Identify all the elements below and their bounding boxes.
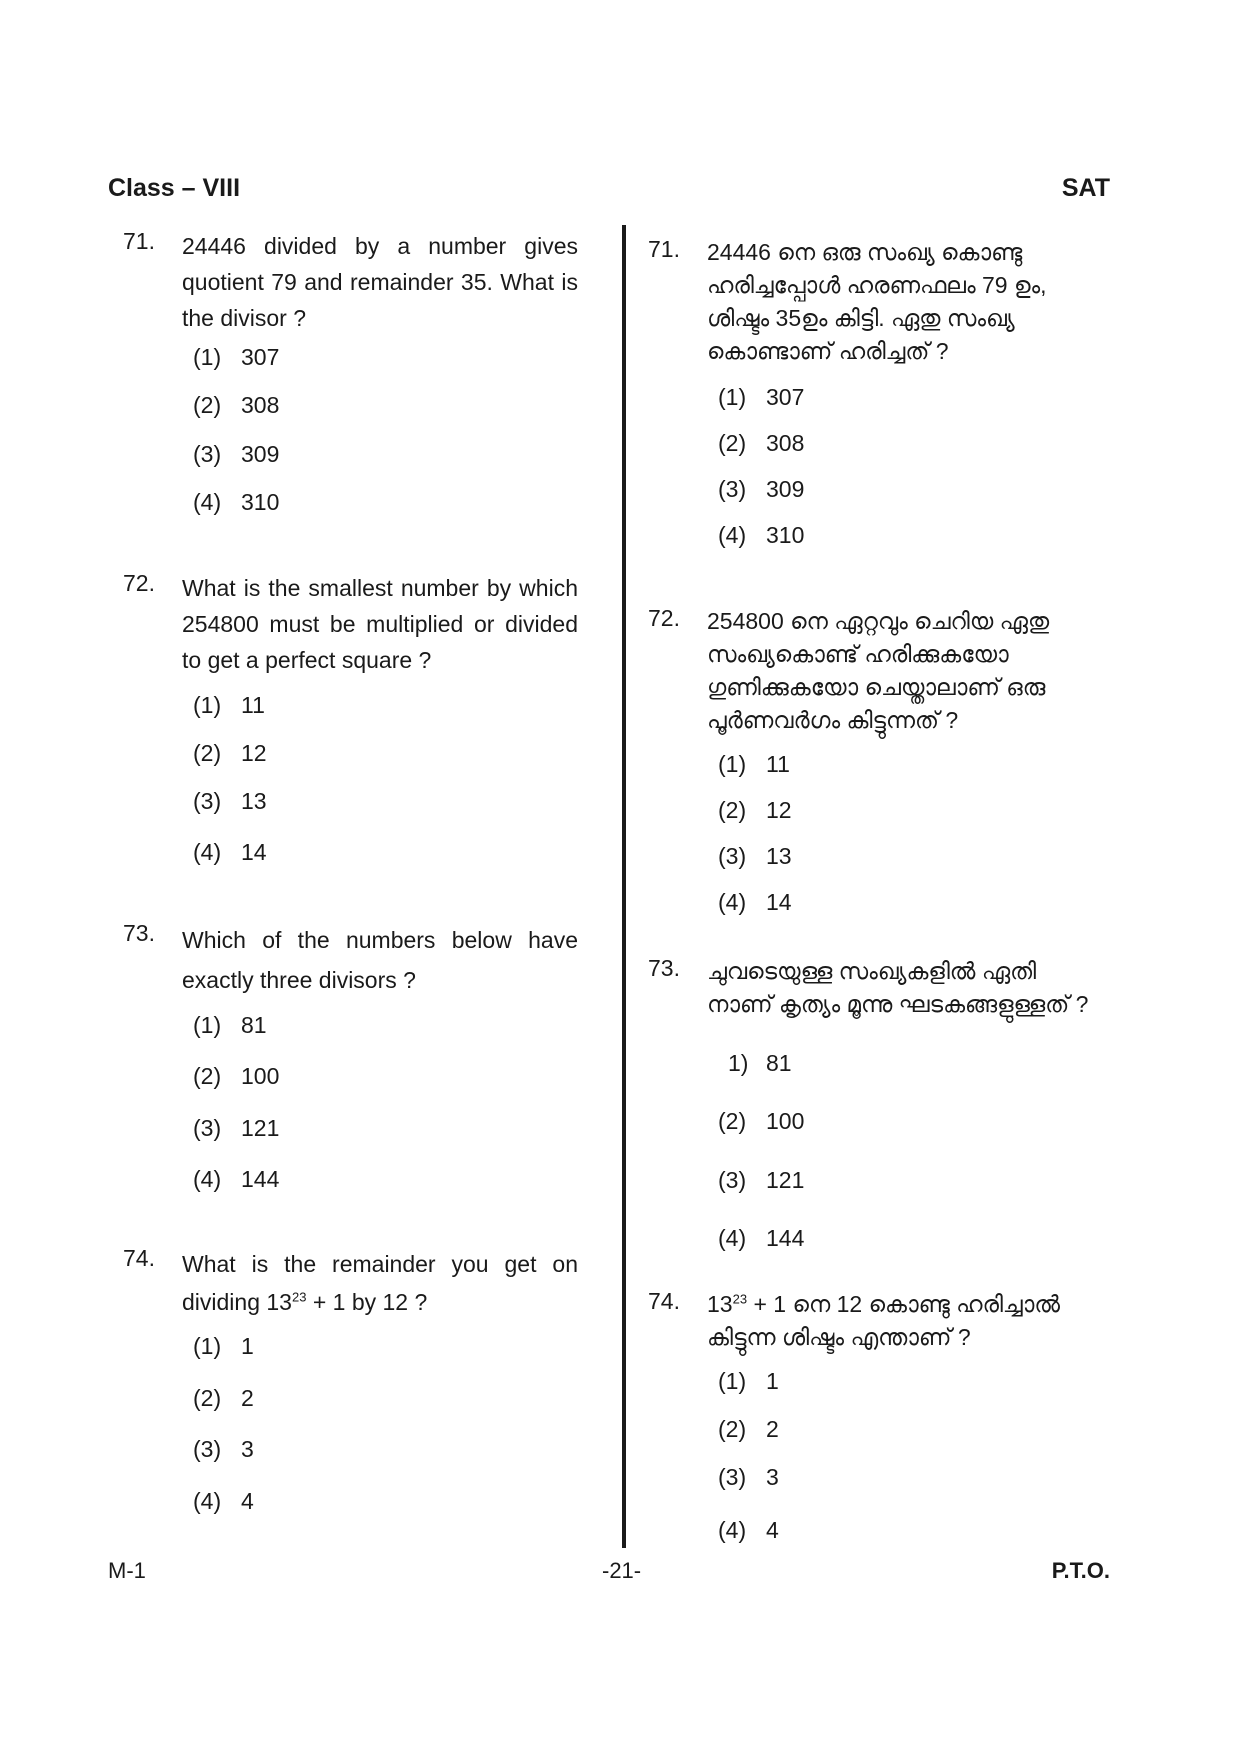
question-line bbox=[707, 1288, 1117, 1321]
option-label: (1) bbox=[193, 692, 222, 718]
option-3 bbox=[193, 1115, 279, 1142]
option-2 bbox=[718, 1108, 804, 1135]
question-text-part: What is the remainder you get on dividing 13 bbox=[182, 1251, 578, 1315]
option-label: (2) bbox=[193, 1385, 222, 1411]
exam-label: SAT bbox=[1061, 174, 1110, 202]
option-label: 1) bbox=[728, 1050, 749, 1076]
option-value: 13 bbox=[241, 788, 267, 814]
question-number: 72. bbox=[648, 605, 680, 631]
option-label: (4) bbox=[193, 1488, 222, 1514]
question-number: 71. bbox=[123, 228, 155, 254]
option-label: (2) bbox=[193, 1063, 222, 1089]
option-1 bbox=[718, 751, 790, 778]
option-value: 14 bbox=[241, 839, 267, 865]
pto-label: P.T.O. bbox=[1051, 1558, 1110, 1583]
option-value: 3 bbox=[241, 1436, 254, 1462]
option-label: (2) bbox=[718, 797, 747, 823]
question-line: പൂർണവർഗം കിട്ടുന്നത് ? bbox=[707, 707, 959, 733]
option-1 bbox=[718, 384, 804, 411]
option-label: (3) bbox=[193, 1115, 222, 1141]
question-text: 24446 divided by a number gives quotient 79 and remainder 35. What is the divisor ? bbox=[182, 233, 578, 331]
option-label: (1) bbox=[193, 1012, 222, 1038]
option-3 bbox=[193, 441, 279, 468]
option-3 bbox=[193, 1436, 254, 1463]
question-line: 254800 നെ ഏറ്റവും ചെറിയ ഏതു bbox=[707, 608, 1050, 634]
question-text bbox=[707, 236, 1117, 368]
option-label: (1) bbox=[193, 1333, 222, 1359]
option-label: (4) bbox=[718, 1225, 747, 1251]
option-label: (2) bbox=[193, 740, 222, 766]
option-2 bbox=[193, 392, 279, 419]
question-text-part: 13 bbox=[707, 1291, 733, 1317]
question-text bbox=[707, 605, 1117, 737]
option-3 bbox=[718, 1464, 779, 1491]
question-line: കൊണ്ടാണ് ഹരിച്ചത് ? bbox=[707, 338, 949, 364]
question-line: 24446 നെ ഒരു സംഖ്യ കൊണ്ടു bbox=[707, 239, 1023, 265]
option-value: 12 bbox=[241, 740, 267, 766]
option-label: (3) bbox=[193, 1436, 222, 1462]
option-value: 3 bbox=[766, 1464, 779, 1490]
option-value: 307 bbox=[241, 344, 280, 370]
option-label: (2) bbox=[718, 1416, 747, 1442]
option-label: (4) bbox=[193, 839, 222, 865]
option-value: 144 bbox=[766, 1225, 805, 1251]
option-1 bbox=[718, 1368, 779, 1395]
option-value: 1 bbox=[766, 1368, 779, 1394]
option-2 bbox=[718, 430, 804, 457]
option-value: 2 bbox=[766, 1416, 779, 1442]
option-4 bbox=[193, 489, 279, 516]
question-text bbox=[707, 1288, 1117, 1354]
question-text: Which of the numbers below have exactly three divisors ? bbox=[182, 927, 578, 993]
option-value: 121 bbox=[766, 1167, 805, 1193]
question-text-part: + 1 by 12 ? bbox=[306, 1289, 428, 1315]
paper-code: M-1 bbox=[108, 1558, 146, 1583]
option-2 bbox=[193, 740, 267, 767]
question-text bbox=[707, 955, 1117, 1021]
option-4 bbox=[193, 839, 267, 866]
option-4 bbox=[718, 889, 792, 916]
option-label: (2) bbox=[718, 1108, 747, 1134]
question-number: 71. bbox=[648, 236, 680, 262]
option-value: 1 bbox=[241, 1333, 254, 1359]
option-label: (1) bbox=[718, 1368, 747, 1394]
option-3 bbox=[718, 476, 804, 503]
question-number: 73. bbox=[123, 920, 155, 946]
column-divider bbox=[622, 225, 626, 1548]
question-line: കിട്ടുന്ന ശിഷ്ടം എന്താണ് ? bbox=[707, 1324, 971, 1350]
option-label: (4) bbox=[718, 1517, 747, 1543]
option-label: (3) bbox=[193, 788, 222, 814]
option-value: 310 bbox=[241, 489, 280, 515]
option-2 bbox=[718, 797, 792, 824]
option-value: 81 bbox=[241, 1012, 267, 1038]
option-2 bbox=[193, 1385, 254, 1412]
option-value: 2 bbox=[241, 1385, 254, 1411]
option-1 bbox=[193, 344, 279, 371]
question-line: ചുവടെയുള്ള സംഖ്യകളിൽ ഏതി bbox=[707, 958, 1037, 984]
option-4 bbox=[193, 1166, 279, 1193]
option-label: (4) bbox=[193, 489, 222, 515]
exponent: 23 bbox=[732, 1291, 748, 1307]
exponent: 23 bbox=[291, 1289, 307, 1305]
option-label: (4) bbox=[718, 522, 747, 548]
option-label: (1) bbox=[718, 384, 747, 410]
question-line: ഹരിച്ചപ്പോൾ ഹരണഫലം 79 ഉം, bbox=[707, 272, 1047, 298]
option-value: 307 bbox=[766, 384, 805, 410]
option-value: 13 bbox=[766, 843, 792, 869]
option-value: 100 bbox=[241, 1063, 280, 1089]
question-text bbox=[182, 1245, 578, 1321]
option-3 bbox=[193, 788, 267, 815]
question-line: സംഖ്യകൊണ്ട് ഹരിക്കുകയോ bbox=[707, 641, 1009, 667]
option-2 bbox=[718, 1416, 779, 1443]
option-label: (3) bbox=[193, 441, 222, 467]
option-label: (1) bbox=[193, 344, 222, 370]
option-1 bbox=[193, 1012, 267, 1039]
option-value: 4 bbox=[766, 1517, 779, 1543]
option-value: 14 bbox=[766, 889, 792, 915]
option-label: (3) bbox=[718, 476, 747, 502]
option-4 bbox=[193, 1488, 254, 1515]
question-text-part: + 1 നെ 12 കൊണ്ടു ഹരിച്ചാൽ bbox=[747, 1291, 1060, 1317]
option-label: (3) bbox=[718, 1167, 747, 1193]
option-value: 11 bbox=[241, 692, 265, 718]
option-value: 144 bbox=[241, 1166, 280, 1192]
option-label: (4) bbox=[718, 889, 747, 915]
option-4 bbox=[718, 1225, 804, 1252]
question-number: 73. bbox=[648, 955, 680, 981]
option-4 bbox=[718, 522, 804, 549]
option-value: 100 bbox=[766, 1108, 805, 1134]
question-number: 74. bbox=[648, 1288, 680, 1314]
option-label: (1) bbox=[718, 751, 747, 777]
option-label: (2) bbox=[193, 392, 222, 418]
option-value: 310 bbox=[766, 522, 805, 548]
option-label: (3) bbox=[718, 843, 747, 869]
question-number: 74. bbox=[123, 1245, 155, 1271]
option-1 bbox=[193, 692, 265, 719]
option-label: (3) bbox=[718, 1464, 747, 1490]
option-label: (2) bbox=[718, 430, 747, 456]
option-value: 121 bbox=[241, 1115, 280, 1141]
option-value: 309 bbox=[766, 476, 805, 502]
question-text: What is the smallest number by which 254800 must be multiplied or divided to get a perfect square ? bbox=[182, 575, 578, 673]
question-number: 72. bbox=[123, 570, 155, 596]
option-4 bbox=[718, 1517, 779, 1544]
option-value: 11 bbox=[766, 751, 790, 777]
question-line: നാണ് കൃത്യം മൂന്നു ഘടകങ്ങളുള്ളത് ? bbox=[707, 991, 1089, 1017]
option-value: 309 bbox=[241, 441, 280, 467]
option-value: 4 bbox=[241, 1488, 254, 1514]
question-line: ശിഷ്ടം 35ഉം കിട്ടി. ഏതു സംഖ്യ bbox=[707, 305, 1015, 331]
option-1 bbox=[728, 1050, 792, 1077]
option-value: 308 bbox=[241, 392, 280, 418]
option-value: 12 bbox=[766, 797, 792, 823]
option-label: (4) bbox=[193, 1166, 222, 1192]
class-label: Class – VIII bbox=[108, 174, 241, 202]
option-3 bbox=[718, 1167, 804, 1194]
option-2 bbox=[193, 1063, 279, 1090]
option-value: 308 bbox=[766, 430, 805, 456]
question-line: ഗുണിക്കുകയോ ചെയ്താലാണ് ഒരു bbox=[707, 674, 1046, 700]
option-1 bbox=[193, 1333, 254, 1360]
option-value: 81 bbox=[766, 1050, 792, 1076]
page-number: -21- bbox=[602, 1558, 642, 1583]
option-3 bbox=[718, 843, 792, 870]
